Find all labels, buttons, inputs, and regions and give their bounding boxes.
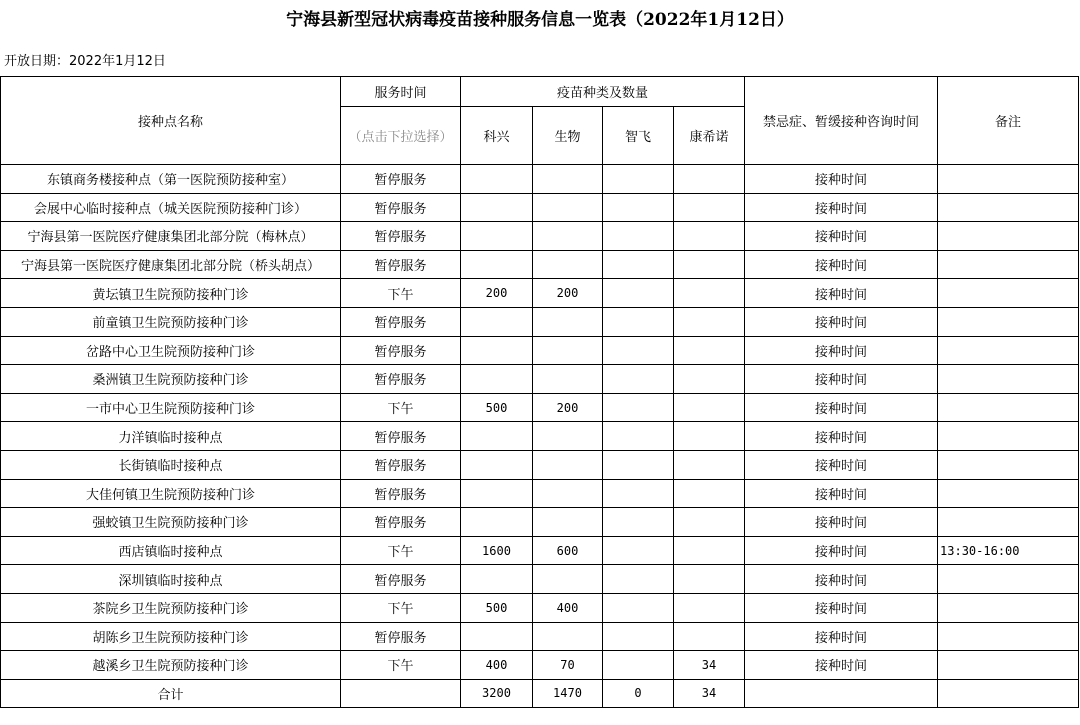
table-row bbox=[1, 393, 1079, 422]
zhifei-count-cell bbox=[603, 336, 674, 365]
kexing-count-cell bbox=[461, 565, 533, 594]
table-body bbox=[1, 165, 1079, 708]
table-row bbox=[1, 279, 1079, 308]
zhifei-count-cell bbox=[603, 536, 674, 565]
remark-cell bbox=[938, 422, 1079, 451]
remark-cell bbox=[938, 479, 1079, 508]
remark-cell bbox=[938, 593, 1079, 622]
kangxinuo-count-cell bbox=[674, 193, 745, 222]
header-kexing: 科兴 bbox=[461, 107, 533, 165]
kexing-count-cell bbox=[461, 307, 533, 336]
consult-time-cell: 接种时间 bbox=[745, 479, 938, 508]
kangxinuo-count-cell bbox=[674, 307, 745, 336]
zhifei-count-cell bbox=[603, 393, 674, 422]
kexing-count-cell bbox=[461, 336, 533, 365]
kangxinuo-count-cell bbox=[674, 165, 745, 194]
site-name-cell: 宁海县第一医院医疗健康集团北部分院（梅林点） bbox=[1, 222, 341, 251]
zhifei-count-cell bbox=[603, 279, 674, 308]
zhifei-count-cell bbox=[603, 622, 674, 651]
site-name-cell: 大佳何镇卫生院预防接种门诊 bbox=[1, 479, 341, 508]
kangxinuo-count-cell bbox=[674, 622, 745, 651]
service-time-cell[interactable]: 暂停服务 bbox=[341, 250, 461, 279]
zhifei-count-cell bbox=[603, 479, 674, 508]
kexing-count-cell: 500 bbox=[461, 593, 533, 622]
table-row bbox=[1, 651, 1079, 680]
zhifei-count-cell bbox=[603, 593, 674, 622]
site-name-cell: 东镇商务楼接种点（第一医院预防接种室） bbox=[1, 165, 341, 194]
kexing-count-cell bbox=[461, 422, 533, 451]
consult-time-cell bbox=[745, 679, 938, 708]
service-time-cell[interactable]: 暂停服务 bbox=[341, 222, 461, 251]
service-time-cell[interactable]: 下午 bbox=[341, 651, 461, 680]
site-name-cell: 前童镇卫生院预防接种门诊 bbox=[1, 307, 341, 336]
kexing-count-cell bbox=[461, 622, 533, 651]
zhifei-count-cell bbox=[603, 250, 674, 279]
kexing-count-cell bbox=[461, 193, 533, 222]
table-row bbox=[1, 450, 1079, 479]
table-row bbox=[1, 479, 1079, 508]
site-name-cell: 合计 bbox=[1, 679, 341, 708]
remark-cell bbox=[938, 279, 1079, 308]
shengwu-count-cell bbox=[533, 450, 603, 479]
zhifei-count-cell bbox=[603, 450, 674, 479]
service-time-cell[interactable]: 下午 bbox=[341, 593, 461, 622]
header-vaccine-group: 疫苗种类及数量 bbox=[461, 77, 745, 107]
shengwu-count-cell: 400 bbox=[533, 593, 603, 622]
kexing-count-cell: 200 bbox=[461, 279, 533, 308]
service-time-cell[interactable] bbox=[341, 679, 461, 708]
remark-cell bbox=[938, 365, 1079, 394]
open-date: 开放日期：2022年1月12日 bbox=[4, 54, 166, 69]
service-time-cell[interactable]: 暂停服务 bbox=[341, 450, 461, 479]
consult-time-cell: 接种时间 bbox=[745, 622, 938, 651]
header-zhifei: 智飞 bbox=[603, 107, 674, 165]
header-remark: 备注 bbox=[938, 77, 1079, 165]
table-title: 宁海县新型冠状病毒疫苗接种服务信息一览表（2022年1月12日） bbox=[286, 10, 794, 30]
shengwu-count-cell: 200 bbox=[533, 279, 603, 308]
shengwu-count-cell bbox=[533, 165, 603, 194]
service-time-cell[interactable]: 暂停服务 bbox=[341, 508, 461, 537]
table-row bbox=[1, 565, 1079, 594]
header-service-time-hint: （点击下拉选择） bbox=[341, 107, 461, 165]
table-row bbox=[1, 508, 1079, 537]
site-name-cell: 一市中心卫生院预防接种门诊 bbox=[1, 393, 341, 422]
service-time-cell[interactable]: 暂停服务 bbox=[341, 565, 461, 594]
consult-time-cell: 接种时间 bbox=[745, 422, 938, 451]
remark-cell bbox=[938, 508, 1079, 537]
zhifei-count-cell bbox=[603, 422, 674, 451]
consult-time-cell: 接种时间 bbox=[745, 222, 938, 251]
site-name-cell: 力洋镇临时接种点 bbox=[1, 422, 341, 451]
site-name-cell: 黄坛镇卫生院预防接种门诊 bbox=[1, 279, 341, 308]
kangxinuo-count-cell bbox=[674, 422, 745, 451]
kexing-count-cell bbox=[461, 365, 533, 394]
consult-time-cell: 接种时间 bbox=[745, 307, 938, 336]
zhifei-count-cell bbox=[603, 565, 674, 594]
shengwu-count-cell bbox=[533, 222, 603, 251]
vaccination-table bbox=[0, 76, 1079, 708]
shengwu-count-cell bbox=[533, 307, 603, 336]
header-kangxinuo: 康希诺 bbox=[674, 107, 745, 165]
header-shengwu: 生物 bbox=[533, 107, 603, 165]
consult-time-cell: 接种时间 bbox=[745, 250, 938, 279]
consult-time-cell: 接种时间 bbox=[745, 336, 938, 365]
table-row bbox=[1, 365, 1079, 394]
shengwu-count-cell bbox=[533, 622, 603, 651]
site-name-cell: 越溪乡卫生院预防接种门诊 bbox=[1, 651, 341, 680]
shengwu-count-cell bbox=[533, 250, 603, 279]
site-name-cell: 西店镇临时接种点 bbox=[1, 536, 341, 565]
shengwu-count-cell: 600 bbox=[533, 536, 603, 565]
kangxinuo-count-cell bbox=[674, 508, 745, 537]
consult-time-cell: 接种时间 bbox=[745, 393, 938, 422]
consult-time-cell: 接种时间 bbox=[745, 193, 938, 222]
consult-time-cell: 接种时间 bbox=[745, 279, 938, 308]
consult-time-cell: 接种时间 bbox=[745, 565, 938, 594]
kangxinuo-count-cell bbox=[674, 479, 745, 508]
site-name-cell: 茶院乡卫生院预防接种门诊 bbox=[1, 593, 341, 622]
remark-cell bbox=[938, 679, 1079, 708]
remark-cell bbox=[938, 393, 1079, 422]
zhifei-count-cell bbox=[603, 193, 674, 222]
site-name-cell: 长街镇临时接种点 bbox=[1, 450, 341, 479]
table-row bbox=[1, 622, 1079, 651]
remark-cell: 13:30-16:00 bbox=[938, 536, 1079, 565]
table-row bbox=[1, 222, 1079, 251]
kexing-count-cell bbox=[461, 222, 533, 251]
table-row bbox=[1, 422, 1079, 451]
kangxinuo-count-cell bbox=[674, 222, 745, 251]
table-row bbox=[1, 593, 1079, 622]
consult-time-cell: 接种时间 bbox=[745, 536, 938, 565]
service-time-cell[interactable]: 暂停服务 bbox=[341, 165, 461, 194]
kangxinuo-count-cell: 34 bbox=[674, 679, 745, 708]
shengwu-count-cell bbox=[533, 336, 603, 365]
shengwu-count-cell: 70 bbox=[533, 651, 603, 680]
service-time-cell[interactable]: 暂停服务 bbox=[341, 336, 461, 365]
kangxinuo-count-cell bbox=[674, 393, 745, 422]
remark-cell bbox=[938, 622, 1079, 651]
table-row bbox=[1, 336, 1079, 365]
remark-cell bbox=[938, 450, 1079, 479]
header-consult-time: 禁忌症、暂缓接种咨询时间 bbox=[745, 77, 938, 165]
kexing-count-cell bbox=[461, 508, 533, 537]
site-name-cell: 强蛟镇卫生院预防接种门诊 bbox=[1, 508, 341, 537]
remark-cell bbox=[938, 565, 1079, 594]
kangxinuo-count-cell bbox=[674, 536, 745, 565]
service-time-cell[interactable]: 下午 bbox=[341, 279, 461, 308]
kangxinuo-count-cell bbox=[674, 593, 745, 622]
consult-time-cell: 接种时间 bbox=[745, 365, 938, 394]
kangxinuo-count-cell bbox=[674, 250, 745, 279]
remark-cell bbox=[938, 250, 1079, 279]
site-name-cell: 深圳镇临时接种点 bbox=[1, 565, 341, 594]
table-row bbox=[1, 193, 1079, 222]
site-name-cell: 会展中心临时接种点（城关医院预防接种门诊） bbox=[1, 193, 341, 222]
consult-time-cell: 接种时间 bbox=[745, 165, 938, 194]
shengwu-count-cell: 1470 bbox=[533, 679, 603, 708]
zhifei-count-cell bbox=[603, 165, 674, 194]
zhifei-count-cell bbox=[603, 222, 674, 251]
consult-time-cell: 接种时间 bbox=[745, 651, 938, 680]
service-time-cell[interactable]: 暂停服务 bbox=[341, 307, 461, 336]
total-row bbox=[1, 679, 1079, 708]
zhifei-count-cell bbox=[603, 365, 674, 394]
kangxinuo-count-cell bbox=[674, 279, 745, 308]
zhifei-count-cell: 0 bbox=[603, 679, 674, 708]
shengwu-count-cell bbox=[533, 508, 603, 537]
consult-time-cell: 接种时间 bbox=[745, 508, 938, 537]
shengwu-count-cell bbox=[533, 422, 603, 451]
site-name-cell: 胡陈乡卫生院预防接种门诊 bbox=[1, 622, 341, 651]
kexing-count-cell bbox=[461, 165, 533, 194]
consult-time-cell: 接种时间 bbox=[745, 450, 938, 479]
header-site-name: 接种点名称 bbox=[1, 77, 341, 165]
service-time-cell[interactable]: 暂停服务 bbox=[341, 193, 461, 222]
shengwu-count-cell bbox=[533, 365, 603, 394]
shengwu-count-cell bbox=[533, 479, 603, 508]
kexing-count-cell bbox=[461, 250, 533, 279]
kangxinuo-count-cell: 34 bbox=[674, 651, 745, 680]
table-row bbox=[1, 307, 1079, 336]
zhifei-count-cell bbox=[603, 651, 674, 680]
kangxinuo-count-cell bbox=[674, 565, 745, 594]
site-name-cell: 桑洲镇卫生院预防接种门诊 bbox=[1, 365, 341, 394]
shengwu-count-cell bbox=[533, 565, 603, 594]
zhifei-count-cell bbox=[603, 508, 674, 537]
site-name-cell: 宁海县第一医院医疗健康集团北部分院（桥头胡点） bbox=[1, 250, 341, 279]
header-row-1 bbox=[1, 77, 1079, 107]
shengwu-count-cell bbox=[533, 193, 603, 222]
kexing-count-cell bbox=[461, 479, 533, 508]
kangxinuo-count-cell bbox=[674, 336, 745, 365]
remark-cell bbox=[938, 336, 1079, 365]
kexing-count-cell: 3200 bbox=[461, 679, 533, 708]
consult-time-cell: 接种时间 bbox=[745, 593, 938, 622]
service-time-cell[interactable]: 暂停服务 bbox=[341, 365, 461, 394]
service-time-cell[interactable]: 下午 bbox=[341, 393, 461, 422]
table-row bbox=[1, 165, 1079, 194]
table-row bbox=[1, 536, 1079, 565]
kangxinuo-count-cell bbox=[674, 450, 745, 479]
header-service-time: 服务时间 bbox=[341, 77, 461, 107]
kangxinuo-count-cell bbox=[674, 365, 745, 394]
service-time-cell[interactable]: 下午 bbox=[341, 536, 461, 565]
shengwu-count-cell: 200 bbox=[533, 393, 603, 422]
service-time-cell[interactable]: 暂停服务 bbox=[341, 479, 461, 508]
site-name-cell: 岔路中心卫生院预防接种门诊 bbox=[1, 336, 341, 365]
kexing-count-cell: 1600 bbox=[461, 536, 533, 565]
remark-cell bbox=[938, 222, 1079, 251]
service-time-cell[interactable]: 暂停服务 bbox=[341, 622, 461, 651]
table-row bbox=[1, 250, 1079, 279]
kexing-count-cell: 400 bbox=[461, 651, 533, 680]
kexing-count-cell: 500 bbox=[461, 393, 533, 422]
kexing-count-cell bbox=[461, 450, 533, 479]
remark-cell bbox=[938, 165, 1079, 194]
remark-cell bbox=[938, 307, 1079, 336]
zhifei-count-cell bbox=[603, 307, 674, 336]
remark-cell bbox=[938, 651, 1079, 680]
remark-cell bbox=[938, 193, 1079, 222]
service-time-cell[interactable]: 暂停服务 bbox=[341, 422, 461, 451]
